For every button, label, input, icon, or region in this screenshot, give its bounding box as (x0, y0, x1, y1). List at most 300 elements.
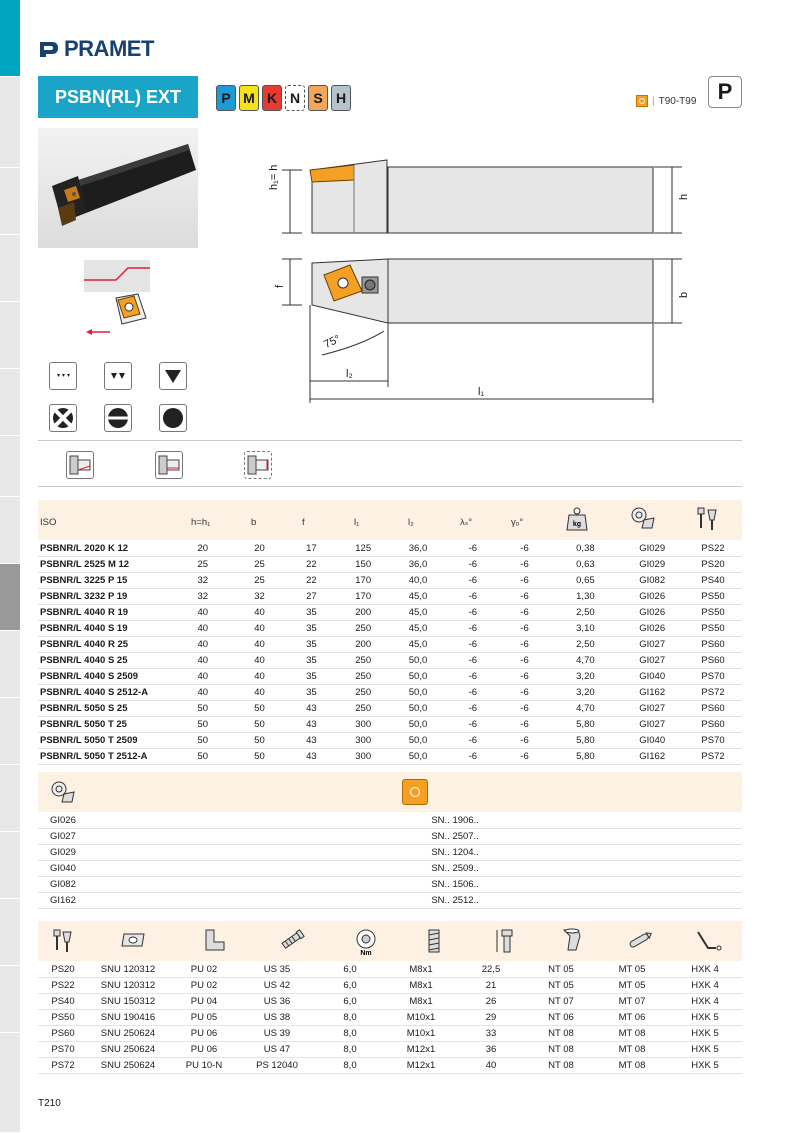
table-cell: 4,70 (551, 653, 621, 669)
table-cell: PSBNR/L 5050 S 25 (38, 701, 172, 717)
table-cell: 40 (172, 621, 234, 637)
side-tab[interactable] (0, 302, 20, 369)
side-tab[interactable] (0, 698, 20, 765)
table-cell: 33 (456, 1026, 526, 1042)
triangles-medium-icon (104, 362, 132, 390)
table-cell: 300 (337, 733, 389, 749)
table-cell: PS50 (38, 1010, 88, 1026)
table-cell: 43 (285, 733, 337, 749)
table-cell: PS40 (684, 573, 742, 589)
table-cell: 300 (337, 749, 389, 765)
table-cell: HXK 4 (668, 962, 742, 978)
table-cell: -6 (447, 685, 499, 701)
table-cell: 36,0 (389, 541, 447, 557)
col-b: b (251, 517, 257, 528)
table-cell: -6 (447, 733, 499, 749)
table-cell: US 38 (240, 1010, 314, 1026)
table-cell: GI162 (38, 893, 86, 909)
torque-unit: Nm (360, 950, 372, 956)
table-cell: 200 (337, 605, 389, 621)
table-cell: 29 (456, 1010, 526, 1026)
table-cell: PS60 (684, 717, 742, 733)
label-l2: l₂ (346, 368, 353, 380)
table-cell: M12x1 (386, 1058, 456, 1074)
table-cell: -6 (447, 589, 499, 605)
table-cell: GI040 (38, 861, 86, 877)
side-tab-strip (0, 0, 20, 1132)
table-cell: PS60 (684, 701, 742, 717)
table-cell: 50 (172, 749, 234, 765)
table-cell: 50 (234, 733, 286, 749)
light-interrupted-icon (104, 404, 132, 432)
table-cell: 32 (172, 573, 234, 589)
table-cell: -6 (447, 573, 499, 589)
side-tab[interactable] (0, 899, 20, 966)
table-cell: PS20 (684, 557, 742, 573)
side-tab[interactable] (0, 631, 20, 698)
table-cell: -6 (447, 557, 499, 573)
table-cell: PSBNR/L 4040 S 25 (38, 653, 172, 669)
table-row (38, 1026, 742, 1042)
table-cell: 3,20 (551, 669, 621, 685)
table-row (38, 1042, 742, 1058)
table-cell: 35 (285, 669, 337, 685)
table-cell: HXK 5 (668, 1026, 742, 1042)
weight-kg-icon (566, 506, 588, 532)
table-cell: 35 (285, 653, 337, 669)
table-cell: 50,0 (389, 733, 447, 749)
table-cell: -6 (447, 717, 499, 733)
table-cell: NT 08 (526, 1042, 596, 1058)
table-row (38, 589, 742, 605)
table-cell: 45,0 (389, 621, 447, 637)
table-cell: 20 (172, 541, 234, 557)
table-cell: 45,0 (389, 605, 447, 621)
table-cell: HXK 4 (668, 994, 742, 1010)
table-cell: PSBNR/L 5050 T 25 (38, 717, 172, 733)
table-cell: 25 (234, 557, 286, 573)
table-cell: M8x1 (386, 994, 456, 1010)
table-cell: SNU 250624 (88, 1042, 168, 1058)
table-cell: PS50 (684, 605, 742, 621)
table-cell: 250 (337, 653, 389, 669)
hex-key-icon (694, 928, 724, 952)
side-tab[interactable] (0, 77, 20, 168)
table-cell: SNU 150312 (88, 994, 168, 1010)
table-cell: 17 (285, 541, 337, 557)
table-cell: 50,0 (389, 717, 447, 733)
table-cell: PS 12040 (240, 1058, 314, 1074)
col-f: f (302, 517, 305, 528)
table-cell: 3,10 (551, 621, 621, 637)
material-s-badge: S (308, 85, 328, 111)
side-tab[interactable] (0, 966, 20, 1033)
table-cell: 50,0 (389, 685, 447, 701)
clamp-icon (560, 926, 584, 954)
table-cell: 32 (234, 589, 286, 605)
table-cell: PS70 (684, 669, 742, 685)
table-cell: PSBNR/L 5050 T 2509 (38, 733, 172, 749)
label-b: b (678, 291, 690, 298)
label-l1: l₁ (478, 386, 485, 398)
screw-length-icon (494, 928, 514, 954)
table-cell: 35 (285, 637, 337, 653)
table-cell: MT 05 (596, 978, 668, 994)
table-row (38, 994, 742, 1010)
table-cell: 250 (337, 669, 389, 685)
torque-icon (352, 928, 380, 956)
tool-drawing (262, 155, 702, 415)
table-cell: 300 (337, 717, 389, 733)
table-cell: 250 (337, 621, 389, 637)
table-row (38, 733, 742, 749)
table-cell: NT 08 (526, 1058, 596, 1074)
table-cell: 40 (172, 669, 234, 685)
table-row (38, 557, 742, 573)
side-tab[interactable] (0, 1033, 20, 1133)
table-cell: -6 (499, 573, 551, 589)
table-cell: SNU 120312 (88, 962, 168, 978)
table-cell: 50,0 (389, 749, 447, 765)
profiling-icon (244, 451, 272, 479)
table-cell: 35 (285, 685, 337, 701)
parts-table (38, 962, 742, 1074)
grade-range-text: T90-T99 (658, 95, 697, 107)
table-cell: PS22 (38, 978, 88, 994)
table-cell: GI162 (620, 685, 684, 701)
table-cell: PS72 (684, 685, 742, 701)
table-cell: -6 (447, 669, 499, 685)
table-row (38, 621, 742, 637)
brand-name: PRAMET (64, 36, 154, 61)
table-cell: SNU 190416 (88, 1010, 168, 1026)
table-cell: -6 (499, 557, 551, 573)
table-cell: PS72 (684, 749, 742, 765)
table-cell: 6,0 (314, 978, 386, 994)
table-cell: SN.. 2507.. (86, 829, 742, 845)
square-insert-icon (636, 95, 648, 107)
spare-parts-icon (696, 506, 720, 532)
table-cell: GI027 (620, 701, 684, 717)
table-cell: HXK 5 (668, 1058, 742, 1074)
table-cell: GI040 (620, 669, 684, 685)
table-cell: MT 08 (596, 1058, 668, 1074)
approach-sketch (76, 258, 156, 344)
square-insert-icon (402, 779, 428, 805)
table-cell: MT 05 (596, 962, 668, 978)
table-cell: GI029 (620, 557, 684, 573)
product-photo (38, 128, 198, 248)
table-row (38, 1010, 742, 1026)
table-cell: PSBNR/L 4040 R 19 (38, 605, 172, 621)
table-cell: HXK 4 (668, 978, 742, 994)
table-cell: 2,50 (551, 637, 621, 653)
side-tab[interactable] (0, 235, 20, 302)
pramet-logo-icon (38, 40, 60, 58)
table-cell: GI026 (620, 621, 684, 637)
insert-table-header (38, 772, 742, 812)
table-cell: SNU 250624 (88, 1026, 168, 1042)
table-cell: PU 06 (168, 1042, 240, 1058)
table-cell: PSBNR/L 3225 P 15 (38, 573, 172, 589)
side-tab[interactable] (0, 168, 20, 235)
table-cell: PS20 (38, 962, 88, 978)
table-cell: -6 (447, 541, 499, 557)
table-cell: PSBNR/L 4040 R 25 (38, 637, 172, 653)
table-cell: PU 02 (168, 962, 240, 978)
table-cell: 40 (172, 605, 234, 621)
table-cell: HXK 5 (668, 1010, 742, 1026)
table-cell: PSBNR/L 2525 M 12 (38, 557, 172, 573)
screw-icon (278, 928, 306, 952)
table-cell: GI082 (38, 877, 86, 893)
col-lambda: λₛ° (460, 517, 473, 528)
table-cell: 2,50 (551, 605, 621, 621)
pin-icon (626, 928, 654, 952)
side-tab-current[interactable] (0, 564, 20, 631)
table-cell: -6 (499, 589, 551, 605)
table-cell: SN.. 1204.. (86, 845, 742, 861)
table-cell: 26 (456, 994, 526, 1010)
table-cell: 40 (172, 653, 234, 669)
table-cell: PU 02 (168, 978, 240, 994)
table-cell: 40 (234, 621, 286, 637)
col-l2: l₂ (408, 517, 414, 528)
table-cell: 250 (337, 701, 389, 717)
table-cell: 250 (337, 685, 389, 701)
col-gamma: γₒ° (511, 517, 524, 528)
insert-gauge-icon (50, 780, 76, 804)
table-cell: PSBNR/L 3232 P 19 (38, 589, 172, 605)
table-cell: 40 (172, 685, 234, 701)
continuous-cut-icon (159, 404, 187, 432)
table-cell: PS50 (684, 589, 742, 605)
table-cell: -6 (499, 701, 551, 717)
table-cell: 45,0 (389, 637, 447, 653)
table-cell: M12x1 (386, 1042, 456, 1058)
table-cell: 8,0 (314, 1058, 386, 1074)
triangle-large-icon (159, 362, 187, 390)
interrupted-cut-icon (49, 404, 77, 432)
table-cell: US 42 (240, 978, 314, 994)
table-cell: PSBNR/L 4040 S 19 (38, 621, 172, 637)
table-cell: GI027 (38, 829, 86, 845)
table-cell: SN.. 1506.. (86, 877, 742, 893)
svg-text:kg: kg (572, 521, 582, 528)
triangles-small-icon (49, 362, 77, 390)
table-cell: NT 07 (526, 994, 596, 1010)
table-cell: -6 (499, 541, 551, 557)
table-cell: 50 (172, 733, 234, 749)
material-n-badge: N (285, 85, 305, 111)
side-tab[interactable] (0, 765, 20, 832)
label-h1h: h₁= h (268, 164, 280, 190)
table-cell: M10x1 (386, 1010, 456, 1026)
table-cell: M8x1 (386, 978, 456, 994)
table-cell: 3,20 (551, 685, 621, 701)
main-data-table (38, 541, 742, 765)
table-cell: 40 (234, 605, 286, 621)
table-cell: 40 (456, 1058, 526, 1074)
table-cell: PS22 (684, 541, 742, 557)
table-cell: 150 (337, 557, 389, 573)
table-cell: GI027 (620, 717, 684, 733)
table-cell: US 36 (240, 994, 314, 1010)
table-cell: 8,0 (314, 1010, 386, 1026)
table-cell: 22 (285, 573, 337, 589)
table-cell: -6 (447, 749, 499, 765)
shim-pin-icon (200, 926, 228, 954)
spare-parts-icon (52, 928, 74, 954)
table-cell: -6 (499, 637, 551, 653)
table-cell: GI026 (38, 813, 86, 829)
side-tab[interactable] (0, 436, 20, 497)
table-cell: GI029 (620, 541, 684, 557)
table-row (38, 605, 742, 621)
table-cell: PS40 (38, 994, 88, 1010)
external-turning-icon (66, 451, 94, 479)
table-cell: 20 (234, 541, 286, 557)
table-cell: 125 (337, 541, 389, 557)
insert-gauge-icon (630, 506, 656, 530)
table-cell: NT 05 (526, 978, 596, 994)
table-cell: SN.. 2512.. (86, 893, 742, 909)
table-cell: -6 (499, 685, 551, 701)
table-cell: 170 (337, 589, 389, 605)
table-cell: 40 (234, 637, 286, 653)
grade-range (636, 95, 696, 107)
table-cell: 8,0 (314, 1026, 386, 1042)
table-cell: GI082 (620, 573, 684, 589)
page-title: PSBN(RL) EXT (38, 76, 198, 118)
table-cell: M10x1 (386, 1026, 456, 1042)
side-tab[interactable] (0, 832, 20, 899)
table-cell: PS50 (684, 621, 742, 637)
table-row (38, 541, 742, 557)
table-row (38, 669, 742, 685)
table-cell: 40 (234, 653, 286, 669)
table-row (38, 877, 742, 893)
table-cell: 6,0 (314, 994, 386, 1010)
material-p-badge: P (216, 85, 236, 111)
table-cell: PU 04 (168, 994, 240, 1010)
table-cell: 5,80 (551, 749, 621, 765)
col-h: h=h₁ (191, 517, 211, 528)
table-cell: SN.. 1906.. (86, 813, 742, 829)
table-cell: 0,65 (551, 573, 621, 589)
table-cell: 21 (456, 978, 526, 994)
table-cell: PS70 (684, 733, 742, 749)
table-cell: 36 (456, 1042, 526, 1058)
table-cell: 5,80 (551, 717, 621, 733)
table-row (38, 749, 742, 765)
table-cell: NT 08 (526, 1026, 596, 1042)
shim-icon (118, 930, 148, 950)
table-cell: PS60 (38, 1026, 88, 1042)
table-row (38, 653, 742, 669)
category-badge: P (708, 76, 742, 108)
table-cell: -6 (499, 733, 551, 749)
table-cell: -6 (447, 637, 499, 653)
table-cell: 0,38 (551, 541, 621, 557)
table-cell: PSBNR/L 5050 T 2512-A (38, 749, 172, 765)
label-angle: 75° (322, 333, 343, 351)
table-cell: 50 (172, 701, 234, 717)
table-cell: PU 05 (168, 1010, 240, 1026)
table-cell: 170 (337, 573, 389, 589)
table-cell: MT 08 (596, 1026, 668, 1042)
side-tab[interactable] (0, 369, 20, 436)
table-cell: 45,0 (389, 589, 447, 605)
table-cell: 40 (172, 637, 234, 653)
table-row (38, 685, 742, 701)
thread-icon (424, 928, 444, 954)
table-cell: US 35 (240, 962, 314, 978)
table-cell: SNU 120312 (88, 978, 168, 994)
table-cell: NT 05 (526, 962, 596, 978)
table-cell: 40,0 (389, 573, 447, 589)
table-cell: -6 (447, 605, 499, 621)
side-tab-active[interactable] (0, 0, 20, 77)
table-cell: 5,80 (551, 733, 621, 749)
table-cell: -6 (499, 717, 551, 733)
col-l1: l₁ (354, 517, 360, 528)
table-cell: PS60 (684, 653, 742, 669)
table-cell: 43 (285, 701, 337, 717)
table-cell: GI162 (620, 749, 684, 765)
table-cell: 50 (172, 717, 234, 733)
table-cell: PU 06 (168, 1026, 240, 1042)
side-tab[interactable] (0, 497, 20, 564)
table-cell: 32 (172, 589, 234, 605)
table-cell: -6 (447, 621, 499, 637)
brand-logo (38, 36, 154, 62)
table-cell: MT 07 (596, 994, 668, 1010)
table-cell: -6 (447, 701, 499, 717)
col-iso: ISO (40, 517, 57, 528)
table-cell: 22 (285, 557, 337, 573)
table-row (38, 845, 742, 861)
table-cell: SN.. 2509.. (86, 861, 742, 877)
table-cell: 50,0 (389, 701, 447, 717)
table-cell: -6 (499, 749, 551, 765)
table-cell: PS70 (38, 1042, 88, 1058)
label-h: h (678, 193, 690, 200)
material-m-badge: M (239, 85, 259, 111)
table-row (38, 701, 742, 717)
table-cell: HXK 5 (668, 1042, 742, 1058)
table-cell: NT 06 (526, 1010, 596, 1026)
table-cell: PSBNR/L 4040 S 2509 (38, 669, 172, 685)
table-cell: -6 (499, 669, 551, 685)
table-cell: PSBNR/L 2020 K 12 (38, 541, 172, 557)
table-row (38, 813, 742, 829)
table-cell: GI027 (620, 653, 684, 669)
grade-separator: | (652, 95, 655, 107)
table-cell: -6 (499, 605, 551, 621)
table-cell: MT 06 (596, 1010, 668, 1026)
table-cell: MT 08 (596, 1042, 668, 1058)
table-cell: GI040 (620, 733, 684, 749)
table-cell: 25 (234, 573, 286, 589)
label-f: f (274, 284, 286, 288)
table-cell: 50 (234, 717, 286, 733)
table-cell: 6,0 (314, 962, 386, 978)
table-row (38, 637, 742, 653)
table-cell: GI027 (620, 637, 684, 653)
table-cell: 50 (234, 701, 286, 717)
table-cell: GI029 (38, 845, 86, 861)
